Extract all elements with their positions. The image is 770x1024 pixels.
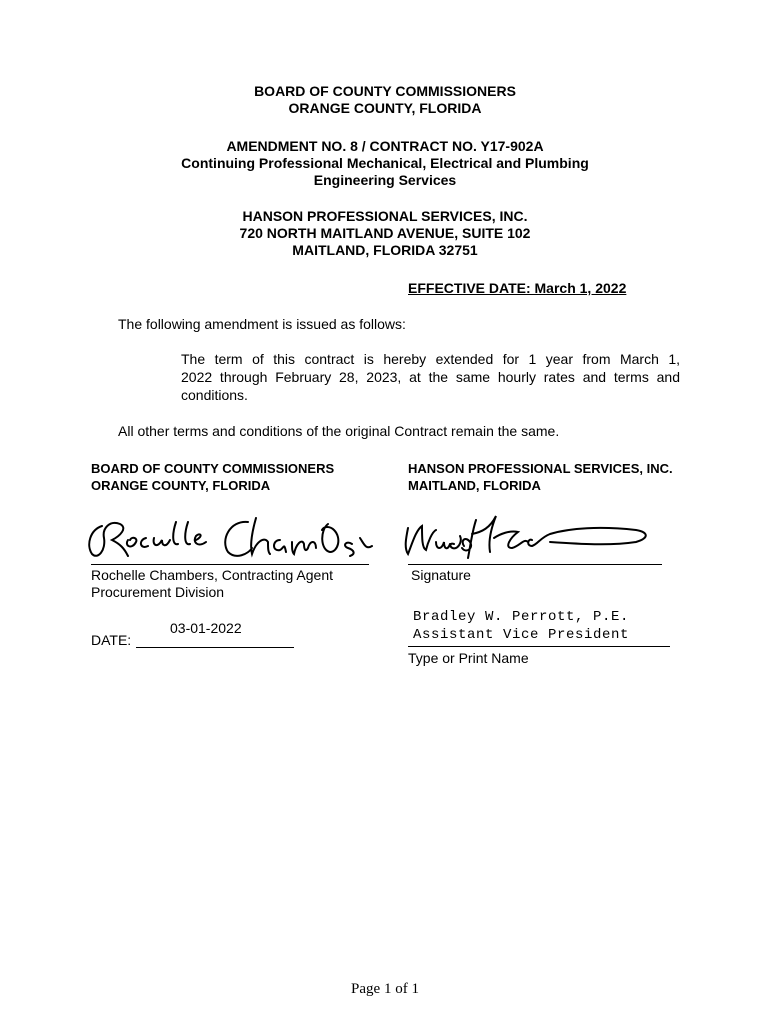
vendor-signature-line [408, 564, 662, 565]
vendor-print-name-line [408, 646, 670, 647]
vendor-heading-2: MAITLAND, FLORIDA [408, 478, 541, 493]
vendor-print-name-label: Type or Print Name [408, 650, 529, 666]
county-date-value: 03-01-2022 [170, 620, 242, 636]
vendor-address-1: 720 NORTH MAITLAND AVENUE, SUITE 102 [239, 225, 531, 241]
page-number: Page 1 of 1 [351, 981, 419, 997]
vendor-print-name-2: Assistant Vice President [413, 627, 630, 643]
vendor-signature-image [400, 508, 660, 566]
county-signature-image [80, 500, 380, 568]
county-date-line [136, 647, 294, 648]
intro-text: The following amendment is issued as follows: [118, 316, 406, 332]
county-signer-division: Procurement Division [91, 584, 225, 600]
term-line-3: conditions. [181, 387, 248, 403]
vendor-name: HANSON PROFESSIONAL SERVICES, INC. [242, 208, 528, 224]
vendor-address-2: MAITLAND, FLORIDA 32751 [292, 242, 478, 258]
county-date-label: DATE: [91, 632, 132, 648]
county-signature-line [91, 564, 369, 565]
amendment-title: AMENDMENT NO. 8 / CONTRACT NO. Y17-902A [226, 138, 544, 154]
header-line-1: BOARD OF COUNTY COMMISSIONERS [254, 83, 516, 99]
vendor-heading-1: HANSON PROFESSIONAL SERVICES, INC. [408, 461, 673, 476]
header-line-2: ORANGE COUNTY, FLORIDA [288, 100, 482, 116]
service-line-2: Engineering Services [313, 172, 457, 188]
county-heading-2: ORANGE COUNTY, FLORIDA [91, 478, 271, 493]
county-signer-name: Rochelle Chambers, Contracting Agent [91, 567, 334, 583]
vendor-signature-label: Signature [411, 567, 471, 583]
vendor-print-name-1: Bradley W. Perrott, P.E. [413, 609, 630, 625]
term-line-2: 2022 through February 28, 2023, at the same hourly rates and terms and [181, 369, 680, 385]
effective-date: EFFECTIVE DATE: March 1, 2022 [408, 280, 627, 296]
county-heading-1: BOARD OF COUNTY COMMISSIONERS [91, 461, 335, 476]
service-line-1: Continuing Professional Mechanical, Electrical and Plumbing [181, 155, 589, 171]
closing-text: All other terms and conditions of the original Contract remain the same. [118, 423, 560, 439]
term-line-1: The term of this contract is hereby extended for 1 year from March 1, [181, 351, 680, 367]
